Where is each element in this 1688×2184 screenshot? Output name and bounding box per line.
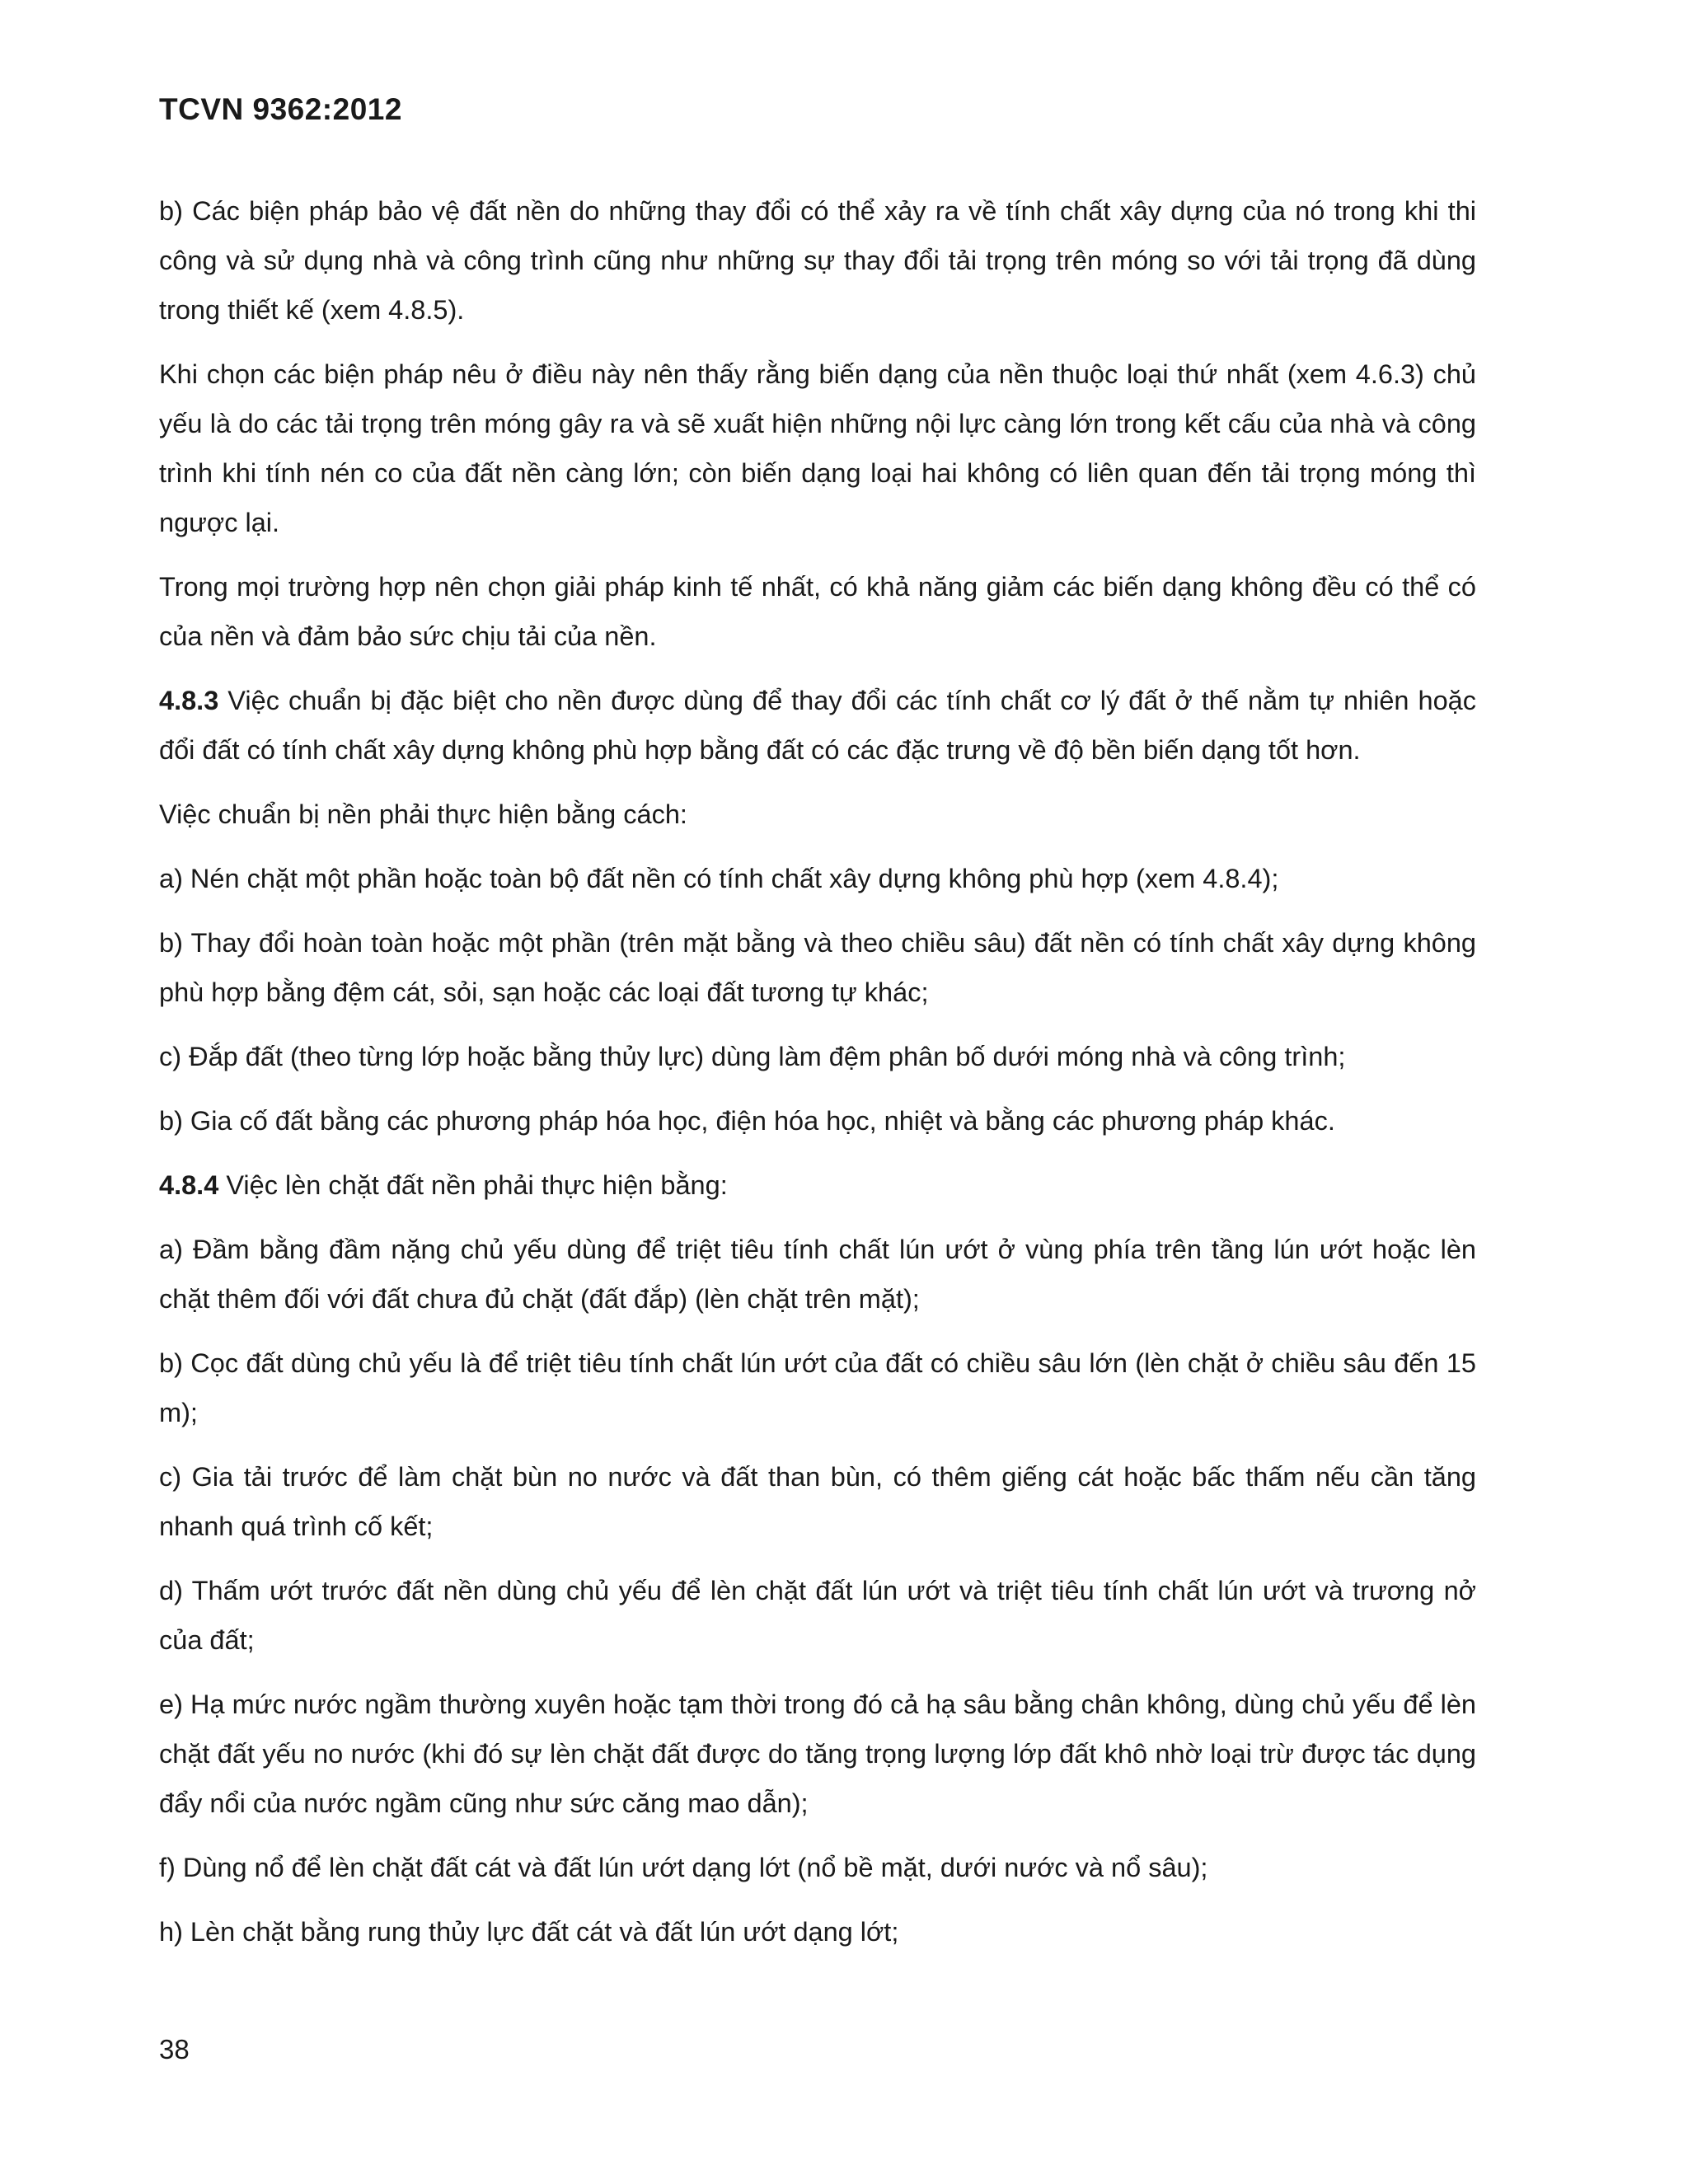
paragraph-text: Việc chuẩn bị nền phải thực hiện bằng cách: <box>159 799 687 829</box>
paragraph <box>159 1032 1476 1081</box>
paragraph-text: d) Thấm ướt trước đất nền dùng chủ yếu để lèn chặt đất lún ướt và triệt tiêu tính chất lún ướt và trương nở của đất; <box>159 1576 1476 1655</box>
paragraph-text: h) Lèn chặt bằng rung thủy lực đất cát và đất lún ướt dạng lớt; <box>159 1917 899 1947</box>
paragraph-text: b) Gia cố đất bằng các phương pháp hóa học, điện hóa học, nhiệt và bằng các phương pháp khác. <box>159 1106 1335 1136</box>
paragraph <box>159 1452 1476 1551</box>
paragraph-text: a) Nén chặt một phần hoặc toàn bộ đất nền có tính chất xây dựng không phù hợp (xem 4.8.4); <box>159 864 1279 893</box>
clause-number: 4.8.4 <box>159 1170 219 1200</box>
paragraph <box>159 349 1476 547</box>
paragraph <box>159 1338 1476 1437</box>
paragraph-text: b) Cọc đất dùng chủ yếu là để triệt tiêu tính chất lún ướt của đất có chiều sâu lớn (lèn chặt ở chiều sâu đến 15 m); <box>159 1348 1476 1427</box>
paragraph <box>159 918 1476 1017</box>
paragraph-text: Khi chọn các biện pháp nêu ở điều này nên thấy rằng biến dạng của nền thuộc loại thứ nhất (xem 4.6.3) chủ yếu là do các tải trọng trên móng gây ra và sẽ xuất hiện những nội lực càng lớn trong kết cấu của nhà và công trình khi tính nén co của đất nền càng lớn; còn biến dạng loại hai không có liên quan đến tải trọng móng thì ngược lại. <box>159 359 1476 537</box>
paragraph <box>159 1160 1476 1210</box>
paragraph <box>159 1907 1476 1957</box>
paragraph-text: a) Đầm bằng đầm nặng chủ yếu dùng để triệt tiêu tính chất lún ướt ở vùng phía trên tầng lún ướt hoặc lèn chặt thêm đối với đất chưa đủ chặt (đất đắp) (lèn chặt trên mặt); <box>159 1235 1476 1314</box>
paragraph <box>159 1566 1476 1665</box>
clause-number: 4.8.3 <box>159 686 219 715</box>
paragraph <box>159 790 1476 839</box>
paragraph <box>159 1096 1476 1146</box>
paragraph-text: Việc chuẩn bị đặc biệt cho nền được dùng để thay đổi các tính chất cơ lý đất ở thế nằm tự nhiên hoặc đổi đất có tính chất xây dựng không phù hợp bằng đất có các đặc trưng về độ bền biến dạng tốt hơn. <box>159 686 1476 765</box>
paragraph-text: c) Đắp đất (theo từng lớp hoặc bằng thủy lực) dùng làm đệm phân bố dưới móng nhà và công trình; <box>159 1042 1346 1071</box>
paragraph <box>159 562 1476 661</box>
paragraph <box>159 1843 1476 1892</box>
paragraph-text: b) Các biện pháp bảo vệ đất nền do những thay đổi có thể xảy ra về tính chất xây dựng của nó trong khi thi công và sử dụng nhà và công trình cũng như những sự thay đổi tải trọng trên móng so với tải trọng đã dùng trong thiết kế (xem 4.8.5). <box>159 196 1476 325</box>
page-number: 38 <box>159 2034 190 2064</box>
standard-code-header: TCVN 9362:2012 <box>159 92 402 126</box>
paragraph-text: f) Dùng nổ để lèn chặt đất cát và đất lún ướt dạng lớt (nổ bề mặt, dưới nước và nổ sâu); <box>159 1853 1208 1882</box>
paragraph-text: Trong mọi trường hợp nên chọn giải pháp kinh tế nhất, có khả năng giảm các biến dạng không đều có thể có của nền và đảm bảo sức chịu tải của nền. <box>159 572 1476 651</box>
paragraph <box>159 186 1476 335</box>
paragraph-text: e) Hạ mức nước ngầm thường xuyên hoặc tạm thời trong đó cả hạ sâu bằng chân không, dùng chủ yếu để lèn chặt đất yếu no nước (khi đó sự lèn chặt đất được do tăng trọng lượng lớp đất khô nhờ loại trừ được tác dụng đẩy nổi của nước ngầm cũng như sức căng mao dẫn); <box>159 1690 1476 1818</box>
paragraph <box>159 1680 1476 1828</box>
paragraph-text: Việc lèn chặt đất nền phải thực hiện bằng: <box>218 1170 728 1200</box>
paragraph <box>159 1225 1476 1324</box>
paragraph-text: c) Gia tải trước để làm chặt bùn no nước và đất than bùn, có thêm giếng cát hoặc bấc thấm nếu cần tăng nhanh quá trình cố kết; <box>159 1462 1476 1541</box>
body-content <box>159 186 1476 1971</box>
paragraph-text: b) Thay đổi hoàn toàn hoặc một phần (trên mặt bằng và theo chiều sâu) đất nền có tính chất xây dựng không phù hợp bằng đệm cát, sỏi, sạn hoặc các loại đất tương tự khác; <box>159 928 1476 1007</box>
paragraph <box>159 854 1476 903</box>
paragraph <box>159 676 1476 775</box>
